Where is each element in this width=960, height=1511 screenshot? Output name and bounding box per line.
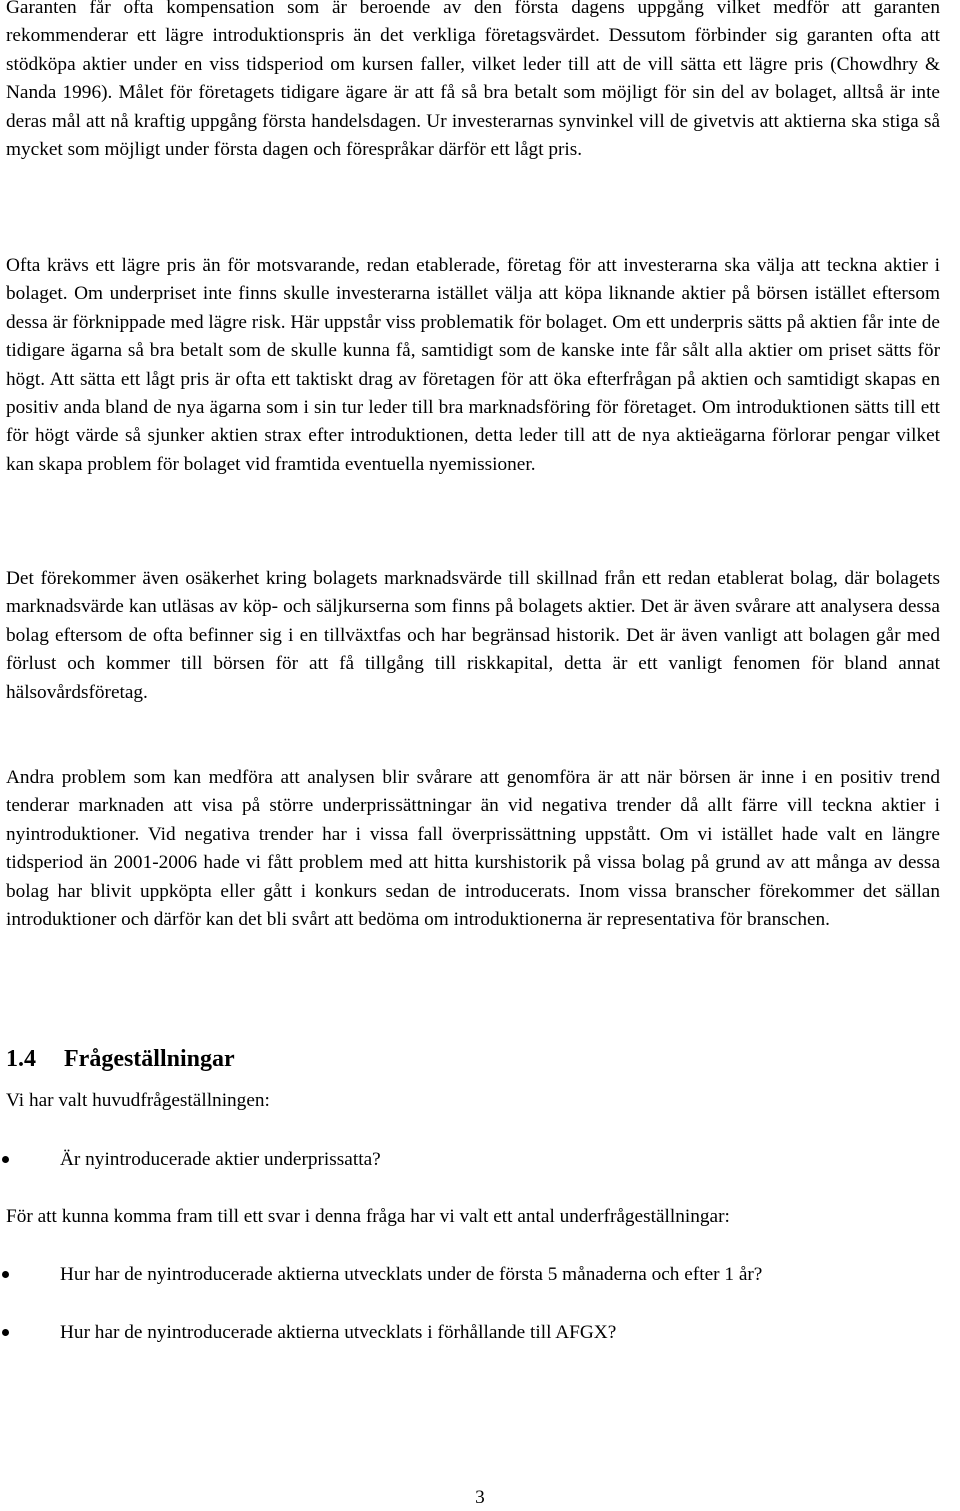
section-heading	[6, 1046, 235, 1073]
sub-questions-intro: För att kunna komma fram till ett svar i denna fråga har vi valt ett antal underfrågeställningar:	[6, 1206, 730, 1227]
main-question-intro: Vi har valt huvudfrågeställningen:	[6, 1090, 270, 1111]
body-paragraph: Garanten får ofta kompensation som är beroende av den första dagens uppgång vilket medför att garanten rekommenderar ett lägre introduktionspris än det verkliga företagsvärdet. Dessutom förbinder sig garanten ofta att stödköpa aktier under en viss tidsperiod om kursen faller, vilket leder till att de vill sätta ett lägre pris (Chowdhry & Nanda 1996). Målet för företagets tidigare ägare är att få så bra betalt som möjligt för sin del av bolaget, alltså är inte deras mål att nå kraftig uppgång första handelsdagen. Ur investerarnas synvinkel vill de givetvis att aktierna ska stiga så mycket som möjligt under första dagen och förespråkar därför ett lågt pris.	[6, 0, 940, 161]
section-title: Frågeställningar	[64, 1046, 235, 1072]
bullet-icon	[2, 1329, 9, 1336]
bullet-text: Hur har de nyintroducerade aktierna utvecklats i förhållande till AFGX?	[60, 1322, 617, 1343]
bullet-item-sub-question	[0, 1319, 960, 1347]
bullet-icon	[2, 1156, 9, 1163]
bullet-item-main-question	[0, 1146, 960, 1174]
section-number: 1.4	[6, 1046, 36, 1072]
body-paragraph: Andra problem som kan medföra att analysen blir svårare att genomföra är att när börsen är inne i en positiv trend tenderar marknaden att visa på större underprissättningar än vid negativa trender då allt färre vill teckna aktier i nyintroduktioner. Vid negativa trender har i vissa fall överprissättning uppstått. Om vi istället hade valt en längre tidsperiod än 2001-2006 hade vi fått problem med att hitta kurshistorik på vissa bolag på grund av att många av dessa bolag har blivit uppköpta eller gått i konkurs sedan de introducerats. Inom vissa branscher förekommer det sällan introduktioner och därför kan det bli svårt att bedöma om introduktionerna är representativa för branschen.	[6, 767, 940, 931]
bullet-item-sub-question	[0, 1261, 960, 1289]
page-number: 3	[475, 1487, 485, 1508]
body-paragraph: Ofta krävs ett lägre pris än för motsvarande, redan etablerade, företag för att investerarna ska välja att teckna aktier i bolaget. Om underpriset inte finns skulle investerarna istället välja att köpa liknande aktier på börsen istället eftersom dessa är förknippade med lägre risk. Här uppstår viss problematik för bolaget. Om ett underpris sätts på aktien får inte de tidigare ägarna så bra betalt som de skulle kunna få, samtidigt som de kanske inte får sålt alla aktier om priset sätts för högt. Att sätta ett lågt pris är ofta ett taktiskt drag av företagen för att öka efterfrågan på aktien och samtidigt skapas en positiv anda bland de nya ägarna som i sin tur leder till bra marknadsföring för företaget. Om introduktionen sätts till ett för högt värde så sjunker aktien strax efter introduktionen, detta leder till att de nya aktieägarna förlorar pengar vilket kan skapa problem för bolaget vid framtida eventuella nyemissioner.	[6, 255, 940, 475]
body-paragraph: Det förekommer även osäkerhet kring bolagets marknadsvärde till skillnad från ett redan etablerat bolag, där bolagets marknadsvärde kan utläsas av köp- och säljkurserna som finns på bolagets aktier. Det är även svårare att analysera dessa bolag eftersom de ofta befinner sig i en tillväxtfas och har begränsad historik. Det är även vanligt att bolagen går med förlust och kommer till börsen för att få tillgång till riskkapital, detta är ett vanligt fenomen för bland annat hälsovårdsföretag.	[6, 568, 940, 703]
bullet-icon	[2, 1271, 9, 1278]
bullet-text: Är nyintroducerade aktier underprissatta?	[60, 1149, 381, 1170]
bullet-text: Hur har de nyintroducerade aktierna utvecklats under de första 5 månaderna och efter 1 år?	[60, 1264, 763, 1285]
